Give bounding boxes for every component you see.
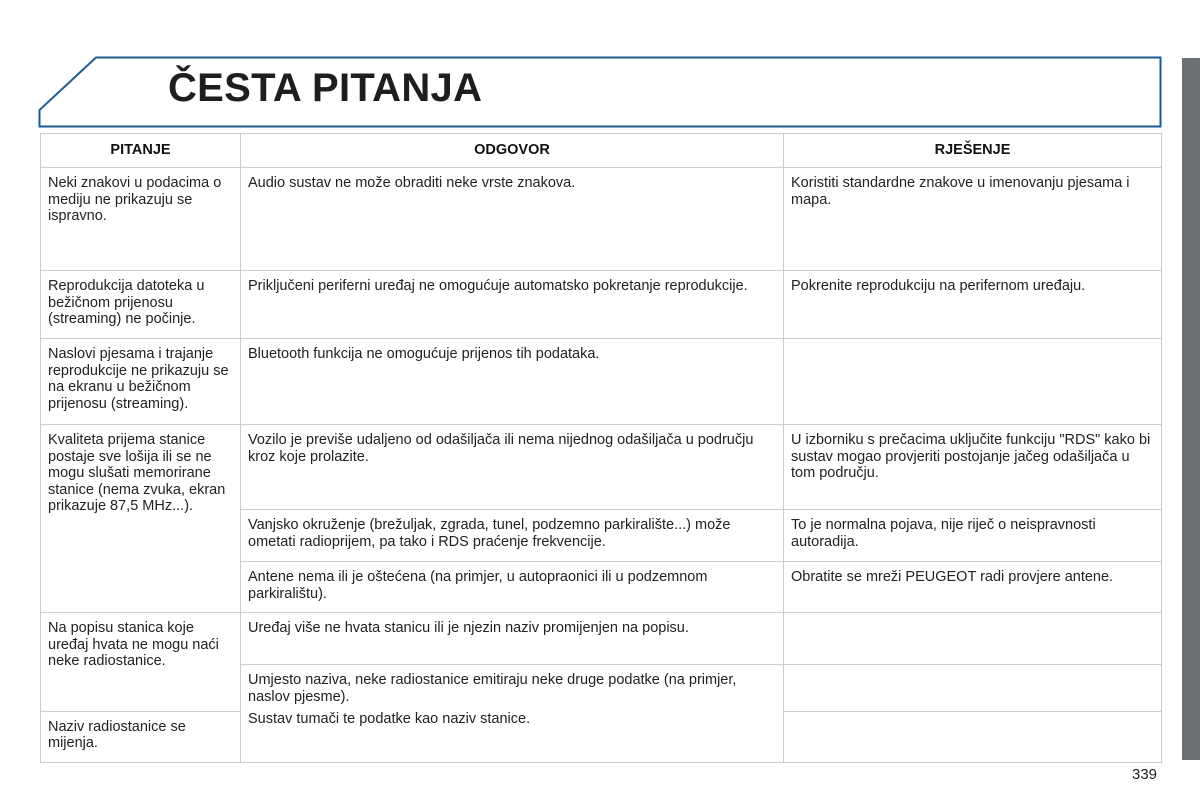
solution-cell (784, 711, 1162, 762)
solution-cell: Pokrenite reprodukciju na perifernom uređaju. (784, 271, 1162, 339)
table-row (41, 168, 1162, 271)
table-row (41, 425, 1162, 510)
question-cell: Naziv radiostanice se mijenja. (41, 711, 241, 762)
page-title: ČESTA PITANJA (168, 66, 483, 110)
header-question: PITANJE (41, 134, 241, 168)
faq-table (40, 133, 1162, 763)
solution-cell (784, 339, 1162, 425)
header-solution: RJEŠENJE (784, 134, 1162, 168)
page-number: 339 (1132, 766, 1158, 783)
solution-cell: U izborniku s prečacima uključite funkciju "RDS" kako bi sustav mogao provjeriti postojanje jačeg odašiljača u tom području. (784, 425, 1162, 510)
answer-cell: Sustav tumači te podatke kao naziv stanice. (241, 711, 784, 762)
solution-cell (784, 665, 1162, 712)
question-cell: Kvaliteta prijema stanice postaje sve lošija ili se ne mogu slušati memorirane stanice (nema zvuka, ekran prikazuje 87,5 MHz...). (41, 425, 241, 613)
answer-cell: Umjesto naziva, neke radiostanice emitiraju neke druge podatke (na primjer, naslov pjesme). (241, 665, 784, 712)
chapter-side-tab (1182, 58, 1200, 760)
solution-cell: Koristiti standardne znakove u imenovanju pjesama i mapa. (784, 168, 1162, 271)
answer-cell: Uređaj više ne hvata stanicu ili je njezin naziv promijenjen na popisu. (241, 613, 784, 665)
question-cell: Naslovi pjesama i trajanje reprodukcije ne prikazuju se na ekranu u bežičnom prijenosu (streaming). (41, 339, 241, 425)
question-cell: Reprodukcija datoteka u bežičnom prijenosu (streaming) ne počinje. (41, 271, 241, 339)
answer-cell: Vanjsko okruženje (brežuljak, zgrada, tunel, podzemno parkiralište...) može ometati radioprijem, pa tako i RDS praćenje frekvencije. (241, 510, 784, 562)
table-row (41, 711, 1162, 762)
question-cell: Neki znakovi u podacima o mediju ne prikazuju se ispravno. (41, 168, 241, 271)
question-cell: Na popisu stanica koje uređaj hvata ne mogu naći neke radiostanice. (41, 613, 241, 712)
solution-cell: To je normalna pojava, nije riječ o neispravnosti autoradija. (784, 510, 1162, 562)
table-header-row (41, 134, 1162, 168)
answer-cell: Priključeni periferni uređaj ne omogućuje automatsko pokretanje reprodukcije. (241, 271, 784, 339)
table-row (41, 339, 1162, 425)
solution-cell: Obratite se mreži PEUGEOT radi provjere antene. (784, 562, 1162, 613)
answer-cell: Vozilo je previše udaljeno od odašiljača ili nema nijednog odašiljača u području kroz koje prolazite. (241, 425, 784, 510)
table-row (41, 271, 1162, 339)
header-answer: ODGOVOR (241, 134, 784, 168)
answer-cell: Antene nema ili je oštećena (na primjer, u autopraonici ili u podzemnom parkiralištu). (241, 562, 784, 613)
table-row (41, 613, 1162, 665)
answer-cell: Audio sustav ne može obraditi neke vrste znakova. (241, 168, 784, 271)
answer-cell: Bluetooth funkcija ne omogućuje prijenos tih podataka. (241, 339, 784, 425)
solution-cell (784, 613, 1162, 665)
